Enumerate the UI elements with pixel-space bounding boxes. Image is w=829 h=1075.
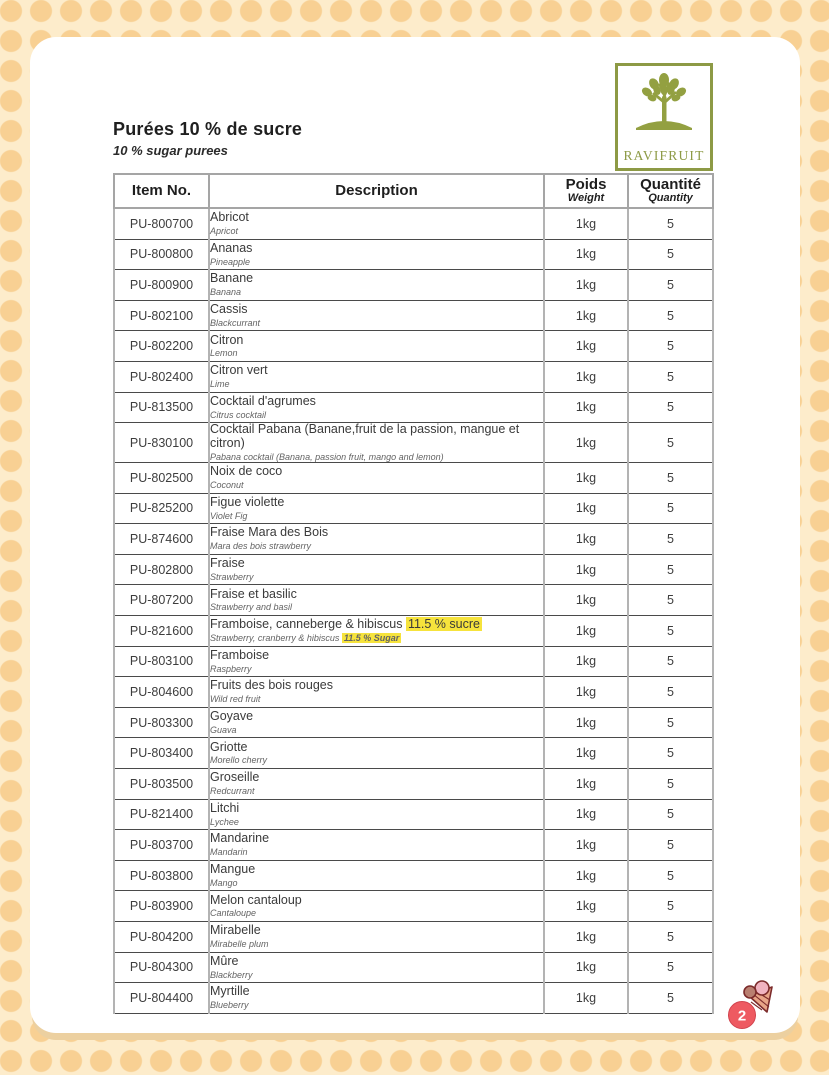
weight-cell: 1kg bbox=[544, 300, 628, 331]
item-number-cell: PU-804200 bbox=[114, 921, 209, 952]
quantity-cell: 5 bbox=[628, 331, 713, 362]
table-row bbox=[114, 585, 713, 616]
weight-cell: 1kg bbox=[544, 921, 628, 952]
item-number-cell: PU-804300 bbox=[114, 952, 209, 983]
page-title: Purées 10 % de sucre bbox=[113, 119, 303, 139]
description-cell: Fraise Strawberry bbox=[209, 554, 544, 585]
item-number-cell: PU-802500 bbox=[114, 463, 209, 494]
description-cell: Mangue Mango bbox=[209, 860, 544, 891]
item-number-cell: PU-803100 bbox=[114, 646, 209, 677]
table-row bbox=[114, 208, 713, 239]
quantity-cell: 5 bbox=[628, 423, 713, 463]
item-number-cell: PU-803400 bbox=[114, 738, 209, 769]
item-number-cell: PU-803500 bbox=[114, 768, 209, 799]
table-row bbox=[114, 677, 713, 708]
description-cell: Groseille Redcurrant bbox=[209, 768, 544, 799]
quantity-cell: 5 bbox=[628, 270, 713, 301]
description-cell: Fraise Mara des Bois Mara des bois strawberry bbox=[209, 524, 544, 555]
weight-cell: 1kg bbox=[544, 392, 628, 423]
item-number-cell: PU-800800 bbox=[114, 239, 209, 270]
weight-cell: 1kg bbox=[544, 707, 628, 738]
item-number-cell: PU-804600 bbox=[114, 677, 209, 708]
quantity-cell: 5 bbox=[628, 646, 713, 677]
description-cell: Mirabelle Mirabelle plum bbox=[209, 921, 544, 952]
column-header-description: Description bbox=[209, 174, 544, 208]
document-card bbox=[30, 37, 800, 1033]
description-cell: Cassis Blackcurrant bbox=[209, 300, 544, 331]
weight-cell: 1kg bbox=[544, 208, 628, 239]
weight-cell: 1kg bbox=[544, 423, 628, 463]
quantity-cell: 5 bbox=[628, 239, 713, 270]
brand-name: RAVIFRUIT bbox=[623, 148, 705, 163]
page-subtitle: 10 % sugar purees bbox=[113, 143, 228, 158]
table-header-row bbox=[114, 174, 713, 208]
product-table bbox=[113, 173, 714, 1014]
table-row bbox=[114, 331, 713, 362]
quantity-cell: 5 bbox=[628, 983, 713, 1014]
table-row bbox=[114, 239, 713, 270]
weight-cell: 1kg bbox=[544, 493, 628, 524]
quantity-cell: 5 bbox=[628, 952, 713, 983]
table-row bbox=[114, 830, 713, 861]
quantity-cell: 5 bbox=[628, 524, 713, 555]
item-number-cell: PU-800700 bbox=[114, 208, 209, 239]
item-number-cell: PU-802200 bbox=[114, 331, 209, 362]
table-row bbox=[114, 392, 713, 423]
weight-cell: 1kg bbox=[544, 646, 628, 677]
table-row bbox=[114, 707, 713, 738]
description-cell: Ananas Pineapple bbox=[209, 239, 544, 270]
table-row bbox=[114, 983, 713, 1014]
item-number-cell: PU-804400 bbox=[114, 983, 209, 1014]
table-row bbox=[114, 738, 713, 769]
table-row bbox=[114, 270, 713, 301]
item-number-cell: PU-803900 bbox=[114, 891, 209, 922]
quantity-cell: 5 bbox=[628, 392, 713, 423]
table-row bbox=[114, 463, 713, 494]
description-cell: Framboise, canneberge & hibiscus 11.5 % sucre Strawberry, cranberry & hibiscus 11.5 % Sugar bbox=[209, 615, 544, 646]
weight-cell: 1kg bbox=[544, 239, 628, 270]
description-cell: Banane Banana bbox=[209, 270, 544, 301]
weight-cell: 1kg bbox=[544, 738, 628, 769]
description-cell: Abricot Apricot bbox=[209, 208, 544, 239]
weight-cell: 1kg bbox=[544, 799, 628, 830]
quantity-cell: 5 bbox=[628, 493, 713, 524]
tree-icon bbox=[628, 70, 700, 141]
weight-cell: 1kg bbox=[544, 331, 628, 362]
description-cell: Framboise Raspberry bbox=[209, 646, 544, 677]
ice-cream-icon bbox=[722, 978, 786, 1036]
description-cell: Citron vert Lime bbox=[209, 361, 544, 392]
table-body bbox=[114, 208, 713, 1013]
weight-cell: 1kg bbox=[544, 860, 628, 891]
weight-cell: 1kg bbox=[544, 524, 628, 555]
quantity-cell: 5 bbox=[628, 707, 713, 738]
quantity-cell: 5 bbox=[628, 830, 713, 861]
item-number-cell: PU-874600 bbox=[114, 524, 209, 555]
description-cell: Figue violette Violet Fig bbox=[209, 493, 544, 524]
description-cell: Myrtille Blueberry bbox=[209, 983, 544, 1014]
highlighted-text: 11.5 % sucre bbox=[407, 617, 480, 632]
item-number-cell: PU-802400 bbox=[114, 361, 209, 392]
description-cell: Citron Lemon bbox=[209, 331, 544, 362]
item-number-cell: PU-803800 bbox=[114, 860, 209, 891]
item-number-cell: PU-802100 bbox=[114, 300, 209, 331]
quantity-cell: 5 bbox=[628, 585, 713, 616]
quantity-cell: 5 bbox=[628, 921, 713, 952]
quantity-cell: 5 bbox=[628, 361, 713, 392]
quantity-cell: 5 bbox=[628, 677, 713, 708]
item-number-cell: PU-800900 bbox=[114, 270, 209, 301]
quantity-cell: 5 bbox=[628, 768, 713, 799]
description-cell: Goyave Guava bbox=[209, 707, 544, 738]
item-number-cell: PU-802800 bbox=[114, 554, 209, 585]
table-row bbox=[114, 423, 713, 463]
quantity-cell: 5 bbox=[628, 799, 713, 830]
table-row bbox=[114, 646, 713, 677]
column-header-item: Item No. bbox=[114, 174, 209, 208]
highlighted-text: 11.5 % Sugar bbox=[343, 632, 400, 643]
table-row bbox=[114, 615, 713, 646]
weight-cell: 1kg bbox=[544, 952, 628, 983]
description-cell: Melon cantaloup Cantaloupe bbox=[209, 891, 544, 922]
column-header-weight: Poids Weight bbox=[544, 174, 628, 208]
weight-cell: 1kg bbox=[544, 677, 628, 708]
table-row bbox=[114, 300, 713, 331]
page-title-block bbox=[113, 119, 302, 158]
weight-cell: 1kg bbox=[544, 768, 628, 799]
weight-cell: 1kg bbox=[544, 463, 628, 494]
description-cell: Griotte Morello cherry bbox=[209, 738, 544, 769]
item-number-cell: PU-821400 bbox=[114, 799, 209, 830]
quantity-cell: 5 bbox=[628, 300, 713, 331]
table-row bbox=[114, 891, 713, 922]
weight-cell: 1kg bbox=[544, 270, 628, 301]
column-header-quantity: Quantité Quantity bbox=[628, 174, 713, 208]
description-cell: Fruits des bois rouges Wild red fruit bbox=[209, 677, 544, 708]
quantity-cell: 5 bbox=[628, 208, 713, 239]
item-number-cell: PU-813500 bbox=[114, 392, 209, 423]
description-cell: Litchi Lychee bbox=[209, 799, 544, 830]
description-cell: Mûre Blackberry bbox=[209, 952, 544, 983]
weight-cell: 1kg bbox=[544, 615, 628, 646]
description-cell: Fraise et basilic Strawberry and basil bbox=[209, 585, 544, 616]
description-cell: Cocktail Pabana (Banane,fruit de la passion, mangue et citron) Pabana cocktail (Banana, passion fruit, mango and lemon) bbox=[209, 423, 544, 463]
ravifruit-logo bbox=[615, 63, 713, 171]
item-number-cell: PU-807200 bbox=[114, 585, 209, 616]
weight-cell: 1kg bbox=[544, 983, 628, 1014]
item-number-cell: PU-803300 bbox=[114, 707, 209, 738]
table-row bbox=[114, 921, 713, 952]
page-number: 2 bbox=[737, 1007, 747, 1025]
weight-cell: 1kg bbox=[544, 830, 628, 861]
table-row bbox=[114, 524, 713, 555]
table-row bbox=[114, 799, 713, 830]
description-cell: Mandarine Mandarin bbox=[209, 830, 544, 861]
item-number-cell: PU-825200 bbox=[114, 493, 209, 524]
table-row bbox=[114, 493, 713, 524]
table-row bbox=[114, 768, 713, 799]
description-cell: Cocktail d'agrumes Citrus cocktail bbox=[209, 392, 544, 423]
weight-cell: 1kg bbox=[544, 585, 628, 616]
quantity-cell: 5 bbox=[628, 615, 713, 646]
item-number-cell: PU-821600 bbox=[114, 615, 209, 646]
description-cell: Noix de coco Coconut bbox=[209, 463, 544, 494]
page-number-badge bbox=[722, 978, 786, 1036]
table-row bbox=[114, 952, 713, 983]
quantity-cell: 5 bbox=[628, 860, 713, 891]
quantity-cell: 5 bbox=[628, 738, 713, 769]
weight-cell: 1kg bbox=[544, 554, 628, 585]
item-number-cell: PU-803700 bbox=[114, 830, 209, 861]
quantity-cell: 5 bbox=[628, 891, 713, 922]
table-row bbox=[114, 361, 713, 392]
table-row bbox=[114, 554, 713, 585]
quantity-cell: 5 bbox=[628, 463, 713, 494]
table-row bbox=[114, 860, 713, 891]
item-number-cell: PU-830100 bbox=[114, 423, 209, 463]
weight-cell: 1kg bbox=[544, 891, 628, 922]
quantity-cell: 5 bbox=[628, 554, 713, 585]
weight-cell: 1kg bbox=[544, 361, 628, 392]
